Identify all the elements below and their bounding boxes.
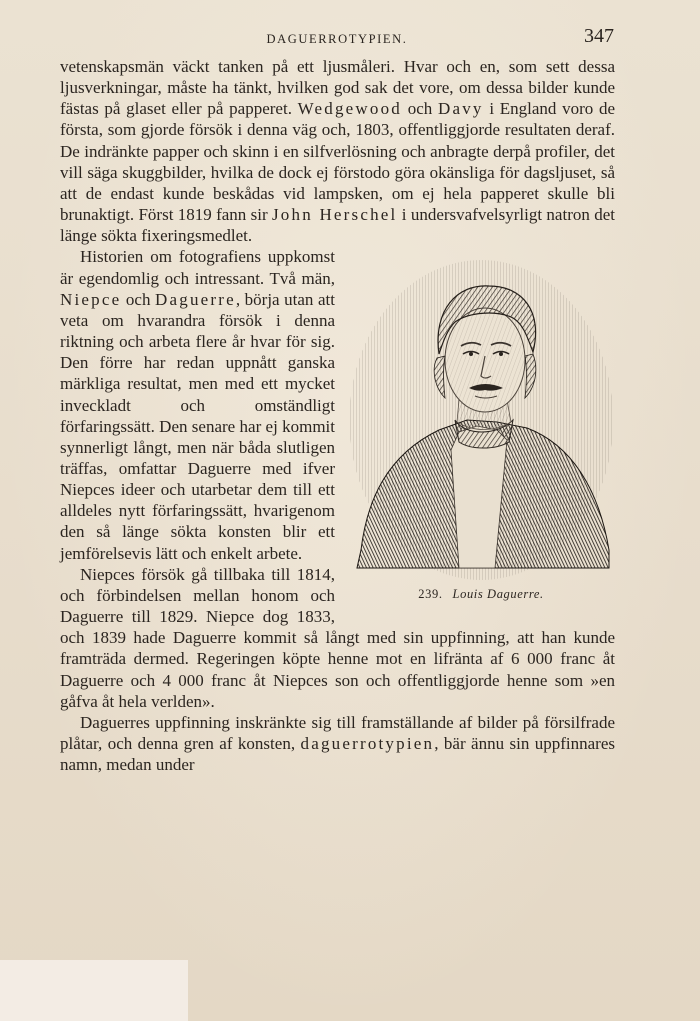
term-daguerrotypien: daguerrotypien [300,734,435,753]
name-wedgewood: Wedgewood [297,99,403,119]
figure-caption [347,584,615,605]
name-davy: Davy [437,99,484,119]
paragraph-3: Niepces försök gå tillbaka till 1814, och förbindelsen mellan honom och Daguerre till 1829. Niepce dog 1833, och 1839 hade Daguerre kommit så långt med sin uppfinning, att han kunde framträda dermed. Regeringen köpte henne mot en lifränta af 6 000 franc åt Daguerre och 4 000 franc åt Niepces son och offentliggjorde henne som »en gåfva åt hela verlden». [60,564,615,711]
page-header [60,22,614,50]
scan-corner [0,960,188,1021]
name-herschel: John Herschel [271,205,398,225]
name-niepce: Niepce [60,289,122,309]
page-number: 347 [584,25,614,47]
name-daguerre: Daguerre [155,289,236,309]
figure-caption-text: Louis Daguerre. [452,587,544,602]
paragraph-1: vetenskapsmän väckt tanken på ett ljusmåleri. Hvar och en, som sett dessa ljusverkningar, måste ha tänkt, hvilken god sak det vore, om dessa bilder kunde fästas på glaset eller på papperet. Wedgewood och Davy i England voro de första, som gjorde försök i denna väg och, 1803, offentliggjorde resultaten deraf. De indränkte papper och skinn i en silfverlösning och anbragte derpå profiler, det vill säga skuggbilder, hvilka de dock ej förstodo göra okänsliga för dagsljuset, så att de endast kunde beskådas vid lampsken, om ej hela papperet skulle bli brunaktigt. Först 1819 fann sir John Herschel i undersvafvelsyrligt natron det länge sökta fixeringsmedlet. [60,57,616,246]
figure-number: 239. [418,587,443,602]
body-text [60,56,615,775]
portrait-figure [347,250,615,605]
paragraph-4: Daguerres uppfinning inskränkte sig till framställande af bilder på försilfrade plåtar, och denna gren af konsten, daguerrotypien, bär ännu sin uppfinnares namn, medan under [60,712,616,775]
running-head: DAGUERROTYPIEN. [266,32,408,46]
portrait-engraving [347,250,615,580]
paragraph-2: Historien om fotografiens uppkomst är egendomlig och intressant. Två män, Niepce och Daguerre, börja utan att veta om hvarandra försök i denna riktning och arbeta flere år hvar för sig. Den förre har redan uppnått ganska märkliga resultat, men med ett mycket inveckladt och omständligt förfaringssätt. Den senare har ej kommit synnerligt långt, men när båda slutligen träffas, omfattar Daguerre med ifver Niepces ideer och utarbetar dem till ett alldeles nytt förfaringssätt, hvarigenom den så länge sökta konsten blir ett jemförelsevis lätt och enkelt arbete. [60,247,335,563]
